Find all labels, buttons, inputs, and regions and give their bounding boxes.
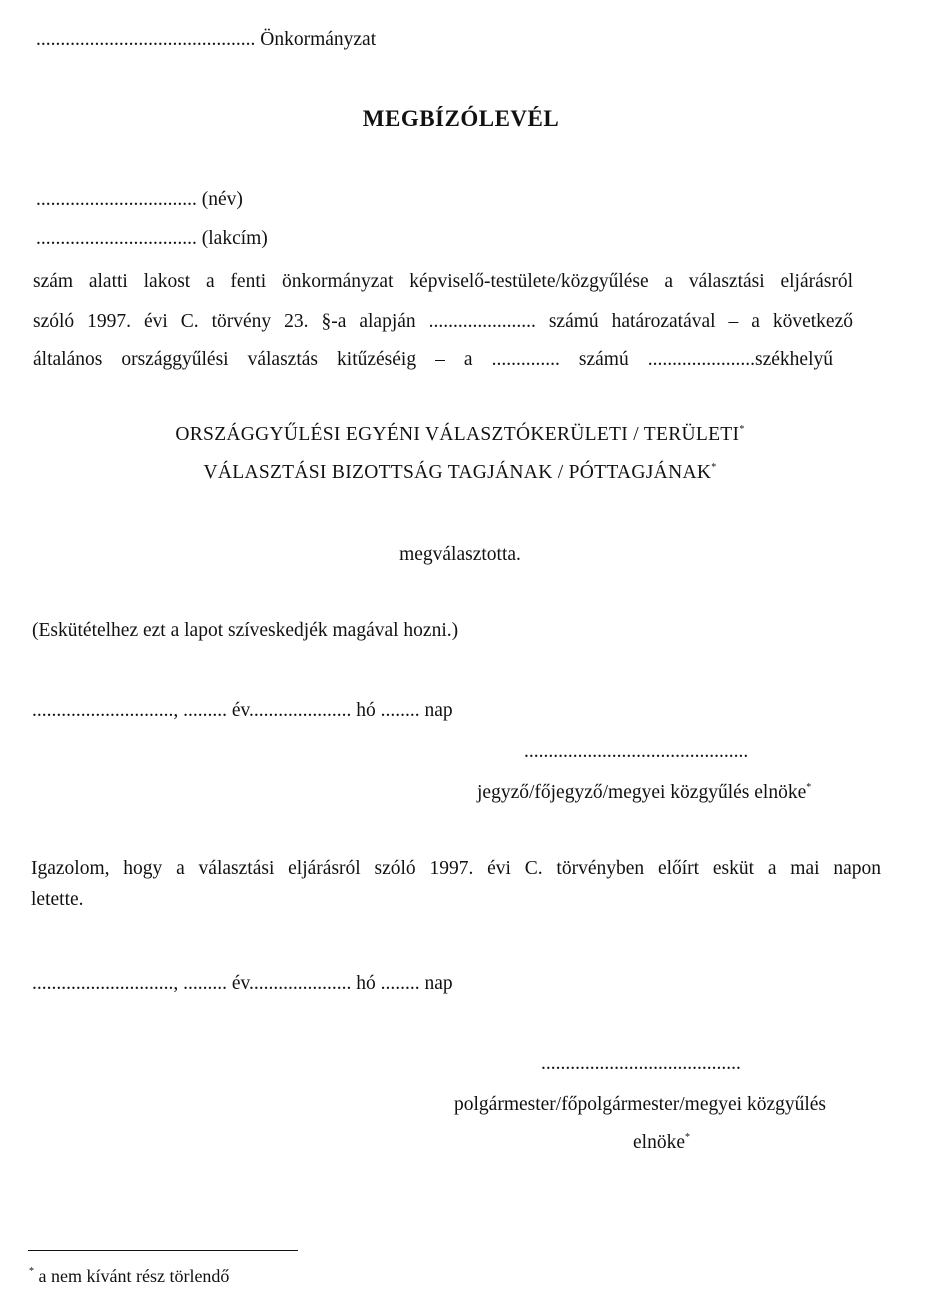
name-field: ................................. (név) <box>36 189 243 210</box>
footnote-text: a nem kívánt rész törlendő <box>34 1266 230 1286</box>
certify-line-1: Igazolom, hogy a választási eljárásról szóló 1997. évi C. törvényben előírt esküt a mai napon <box>31 858 881 879</box>
certify-line-2: letette. <box>31 889 84 910</box>
municipality-line: ............................................. Önkormányzat <box>36 29 377 50</box>
signature-role-2-line-2 <box>633 1133 690 1153</box>
signature-role-2-line-2-text: elnöke <box>633 1132 685 1153</box>
signature-dots-1: .............................................. <box>524 741 749 762</box>
elected-text: megválasztotta. <box>399 544 521 565</box>
body-line-1: szám alatti lakost a fenti önkormányzat képviselő-testülete/közgyűlése a választási eljárásról <box>33 271 853 292</box>
committee-line-2 <box>0 463 927 483</box>
asterisk-mark: * <box>684 1132 690 1143</box>
document-title: MEGBÍZÓLEVÉL <box>362 106 560 131</box>
asterisk-mark: * <box>29 1266 34 1277</box>
signature-role-1-text: jegyző/főjegyző/megyei közgyűlés elnöke <box>477 782 807 803</box>
address-field: ................................. (lakcím) <box>36 228 268 249</box>
signature-role-2-line-1: polgármester/főpolgármester/megyei közgyűlés <box>454 1094 827 1115</box>
committee-line-2-text: VÁLASZTÁSI BIZOTTSÁG TAGJÁNAK / PÓTTAGJÁNAK <box>203 462 712 483</box>
oath-note: (Eskütételhez ezt a lapot szíveskedjék magával hozni.) <box>32 620 459 641</box>
body-line-3: általános országgyűlési választás kitűzéséig – a .............. számú ......................székhelyű <box>33 349 833 370</box>
asterisk-mark: * <box>806 782 812 793</box>
body-line-2: szóló 1997. évi C. törvény 23. §-a alapján ...................... számú határozatával – a következő <box>33 311 853 332</box>
date-line-2: ............................., ......... év..................... hó ........ nap <box>32 973 453 994</box>
signature-dots-2: ......................................... <box>541 1053 741 1074</box>
asterisk-mark: * <box>739 424 745 435</box>
signature-role-1 <box>477 783 811 803</box>
footnote-divider <box>28 1250 298 1251</box>
footnote <box>29 1267 229 1285</box>
committee-line-1-text: ORSZÁGGYŰLÉSI EGYÉNI VÁLASZTÓKERÜLETI / TERÜLETI <box>175 424 740 445</box>
asterisk-mark: * <box>711 462 717 473</box>
date-line-1: ............................., ......... év..................... hó ........ nap <box>32 700 453 721</box>
committee-line-1 <box>0 425 927 445</box>
